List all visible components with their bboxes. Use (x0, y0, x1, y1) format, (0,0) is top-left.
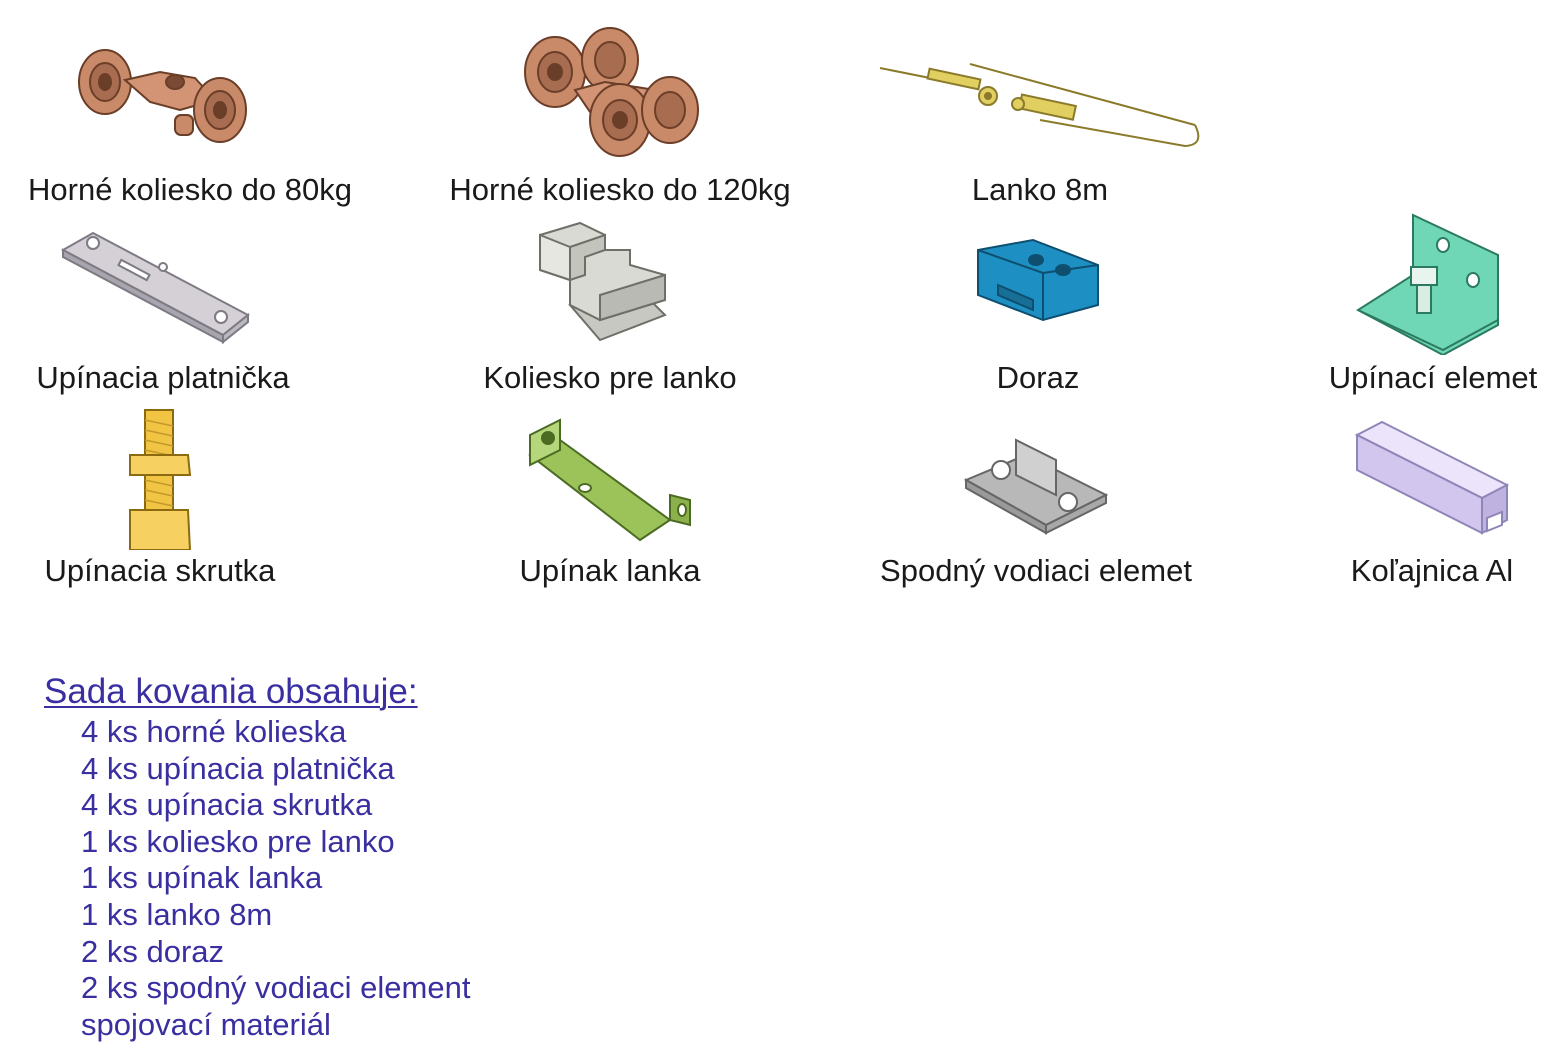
part-label: Doraz (996, 360, 1080, 395)
part-door-stop (858, 205, 1218, 395)
top-roller-80kg-icon (10, 20, 370, 170)
kit-item: 4 ks upínacia skrutka (81, 787, 373, 823)
part-label: Koľajnica Al (1350, 553, 1514, 588)
part-aluminium-rail (1252, 400, 1563, 590)
kit-title: Sada kovania obsahuje: (44, 672, 418, 711)
part-cable-clamp (430, 400, 790, 590)
door-stop-icon (858, 205, 1218, 355)
kit-list (44, 714, 470, 1043)
part-label: Horné koliesko do 80kg (28, 172, 352, 207)
part-cable (860, 20, 1220, 210)
part-clamping-bracket (1253, 205, 1563, 395)
part-clamping-bolt (0, 400, 340, 590)
clamping-bolt-icon (0, 400, 340, 550)
kit-item: 2 ks spodný vodiaci element (81, 970, 471, 1006)
kit-item: 1 ks upínak lanka (81, 860, 323, 896)
part-label: Upínacia skrutka (44, 553, 276, 588)
cable-clamp-icon (430, 400, 790, 550)
top-roller-120kg-icon (440, 20, 800, 170)
part-top-roller-80kg (10, 20, 370, 210)
part-label: Horné koliesko do 120kg (449, 172, 791, 207)
part-label: Spodný vodiaci elemet (880, 553, 1192, 588)
part-clamping-plate (0, 205, 343, 395)
aluminium-rail-icon (1252, 400, 1563, 550)
kit-item: 4 ks upínacia platnička (81, 750, 395, 786)
kit-item: 2 ks doraz (81, 933, 225, 969)
part-label: Upínací elemet (1328, 360, 1538, 395)
cable-icon (860, 20, 1220, 170)
part-label: Upínak lanka (519, 553, 701, 588)
bottom-guide-icon (856, 400, 1216, 550)
kit-item: 1 ks lanko 8m (81, 896, 273, 932)
part-label: Upínacia platnička (36, 360, 290, 395)
clamping-bracket-icon (1253, 205, 1563, 355)
part-label: Koliesko pre lanko (483, 360, 737, 395)
kit-contents (44, 672, 470, 1043)
kit-item: 4 ks horné kolieska (81, 714, 347, 749)
clamping-plate-icon (0, 205, 343, 355)
part-cable-pulley (430, 205, 790, 395)
part-bottom-guide (856, 400, 1216, 590)
part-top-roller-120kg (440, 20, 800, 210)
kit-item: spojovací materiál (81, 1006, 331, 1042)
kit-item: 1 ks koliesko pre lanko (81, 823, 395, 859)
cable-pulley-icon (430, 205, 790, 355)
part-label: Lanko 8m (971, 172, 1109, 207)
